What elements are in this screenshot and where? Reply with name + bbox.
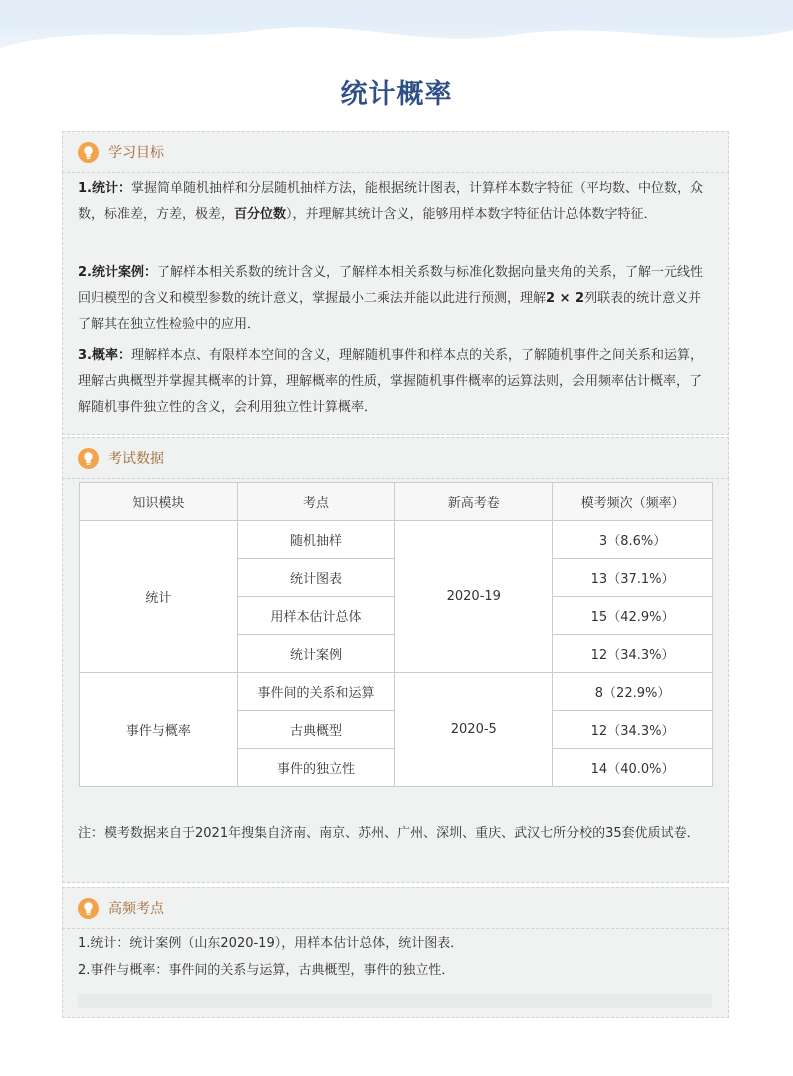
content-box-continued (78, 994, 712, 1008)
section-header-goals (62, 131, 729, 173)
freq-cell: 8（22.9%） (553, 673, 713, 711)
table-header-cell: 考点 (237, 483, 395, 521)
data-source-note: 注：模考数据来自于2021年搜集自济南、南京、苏州、广州、深圳、重庆、武汉七所分校的35套优质试卷． (78, 826, 700, 841)
freq-cell: 13（37.1%） (553, 559, 713, 597)
section-header-hot-points (62, 887, 729, 929)
freq-cell: 12（34.3%） (553, 635, 713, 673)
table-row (80, 673, 713, 711)
section-title: 高频考点 (108, 901, 164, 917)
table-header-cell: 新高考卷 (395, 483, 553, 521)
table-header-cell: 知识模块 (80, 483, 238, 521)
point-cell: 统计案例 (237, 635, 395, 673)
lightbulb-icon (78, 142, 99, 163)
point-cell: 事件的独立性 (237, 749, 395, 787)
module-cell: 统计 (80, 521, 238, 673)
section-title: 学习目标 (108, 145, 164, 161)
table-header-cell: 模考频次（频率） (553, 483, 713, 521)
point-cell: 古典概型 (237, 711, 395, 749)
hot-point-item: 2.事件与概率：事件间的关系与运算，古典概型，事件的独立性． (78, 963, 455, 978)
freq-cell: 12（34.3%） (553, 711, 713, 749)
goal-item-probability: 3.概率：理解样本点、有限样本空间的含义，理解随机事件和样本点的关系，了解随机事件之间关系和运算，理解古典概型并掌握其概率的计算，理解概率的性质，掌握随机事件概率的运算法则，会用频率估计概率，了解随机事件独立性的含义，会利用独立性计算概率． (78, 348, 704, 415)
module-cell: 事件与概率 (80, 673, 238, 787)
section-header-exam-data (62, 437, 729, 479)
table-header-row (80, 483, 713, 521)
lightbulb-icon (78, 898, 99, 919)
hot-point-item: 1.统计：统计案例（山东2020-19），用样本估计总体，统计图表． (78, 936, 464, 951)
goal-item-statistical-cases: 2.统计案例：了解样本相关系数的统计含义，了解样本相关系数与标准化数据向量夹角的关系，了解一元线性回归模型的含义和模型参数的统计意义，掌握最小二乘法并能以此进行预测，理解2 × 2列联表的统计意义并了解其在独立性检验中的应用． (78, 265, 704, 332)
exam-data-table (79, 482, 713, 787)
paper-cell: 2020-19 (395, 521, 553, 673)
goal-item-statistics: 1.统计：掌握简单随机抽样和分层随机抽样方法，能根据统计图表，计算样本数字特征（平均数、中位数，众数，标准差，方差，极差，百分位数），并理解其统计含义，能够用样本数字特征估计总体数字特征． (78, 181, 704, 222)
section-title: 考试数据 (108, 451, 164, 467)
point-cell: 用样本估计总体 (237, 597, 395, 635)
freq-cell: 3（8.6%） (553, 521, 713, 559)
freq-cell: 14（40.0%） (553, 749, 713, 787)
page-title: 统计概率 (340, 79, 453, 110)
freq-cell: 15（42.9%） (553, 597, 713, 635)
header-wave-decoration (0, 0, 793, 62)
point-cell: 事件间的关系和运算 (237, 673, 395, 711)
point-cell: 统计图表 (237, 559, 395, 597)
point-cell: 随机抽样 (237, 521, 395, 559)
paper-cell: 2020-5 (395, 673, 553, 787)
lightbulb-icon (78, 448, 99, 469)
table-row (80, 521, 713, 559)
